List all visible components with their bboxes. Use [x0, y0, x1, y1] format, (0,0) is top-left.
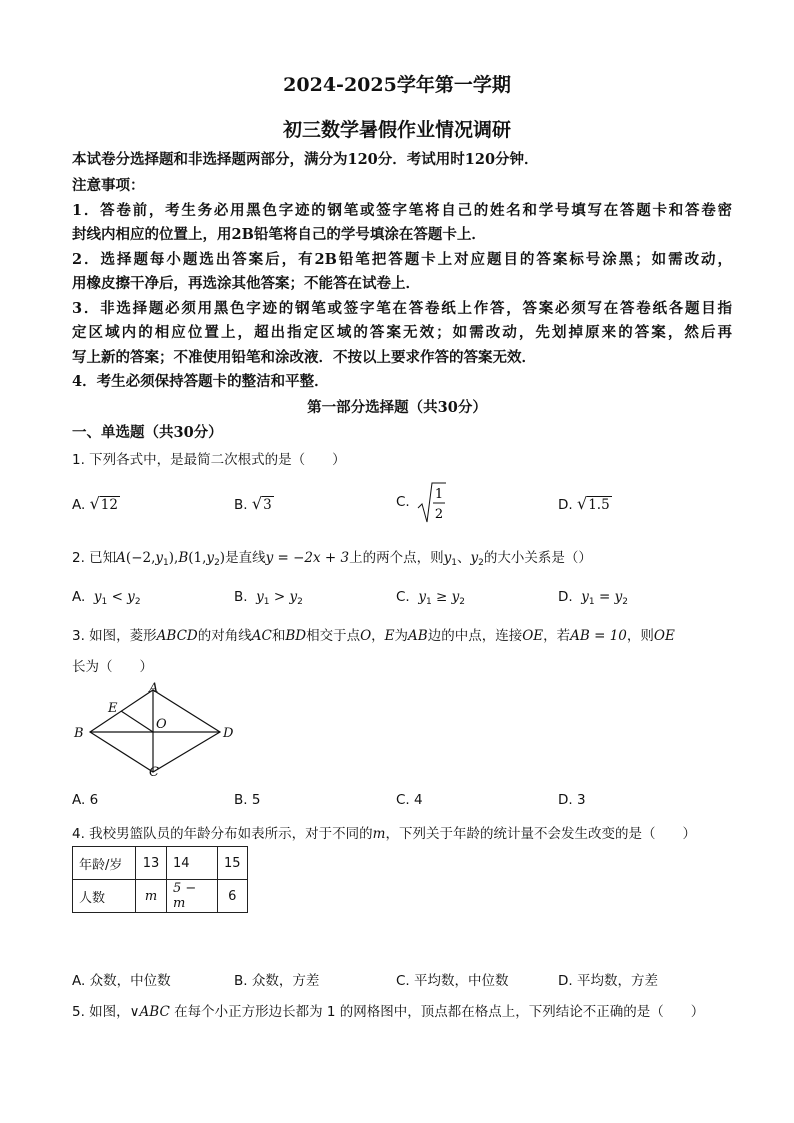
- intro-text: 本试卷分选择题和非选择题两部分，满分为120分．考试用时120分钟．: [72, 151, 539, 168]
- q2-d-sub2: 2: [622, 597, 628, 607]
- q3-text: 和: [271, 628, 286, 644]
- q1-stem: 1. 下列各式中，是最简二次根式的是（ ）: [72, 452, 346, 468]
- q5-stem: [72, 1000, 704, 1020]
- q4-text: 4. 我校男篮队员的年龄分布如表所示，对于不同的: [72, 826, 373, 842]
- q2-option-b: [234, 589, 303, 607]
- table-cell: 年龄/岁: [73, 847, 136, 880]
- q2-c-sub1: 1: [425, 597, 432, 607]
- q2-point-b: B: [178, 550, 189, 566]
- q3-option-d: D. 3: [558, 792, 586, 808]
- notice-2-line-1: 2．选择题每小题选出答案后，有2B铅笔把答题卡上对应题目的答案标号涂黑；如需改动，: [72, 251, 732, 268]
- notice-3-line-1: 3．非选择题必须用黑色字迹的钢笔或签字笔在答卷纸上作答，答案必须写在答卷纸各题目指: [72, 300, 732, 317]
- q2-sep: 、: [456, 550, 471, 566]
- q1-c-denominator: 2: [434, 507, 444, 522]
- q2-c-y2: y: [451, 589, 460, 605]
- q2-y2-sub: 2: [214, 558, 220, 568]
- q2-y1: y: [443, 550, 452, 566]
- sqrt-icon: √: [89, 494, 100, 513]
- table-row: [73, 880, 248, 913]
- q3-text: 3. 如图，菱形: [72, 628, 157, 644]
- q3-ab: AB: [408, 628, 428, 644]
- q1-option-b-label: B.: [234, 497, 248, 513]
- q2-suffix1: 上的两个点，则: [349, 550, 444, 566]
- part1-title: 第一部分选择题（共30分）: [307, 399, 487, 416]
- label-a: A: [149, 681, 159, 696]
- q2-y2-sub: 2: [478, 558, 484, 568]
- q1-option-d-label: D.: [558, 497, 573, 513]
- table-row: [73, 847, 248, 880]
- q2-option-d-label: D.: [558, 589, 573, 605]
- q1-option-c-fraction-root: [416, 480, 446, 526]
- q2-option-a-label: A.: [72, 589, 86, 605]
- q4-text: ，下列关于年龄的统计量不会发生改变的是（ ）: [385, 826, 696, 842]
- q3-text: 边的中点，连接: [427, 628, 523, 644]
- q2-a-sub2: 2: [134, 597, 141, 607]
- exam-title: 初三数学暑假作业情况调研: [282, 119, 511, 141]
- q2-a-y2: y: [127, 589, 135, 605]
- q2-b-y1: y: [256, 589, 264, 605]
- q4-option-c: C. 平均数，中位数: [396, 973, 509, 989]
- q2-d-y2: y: [614, 589, 623, 605]
- notice-1-line-1: 1．答卷前，考生务必用黑色字迹的钢笔或签字笔将自己的姓名和学号填写在答题卡和答卷密: [72, 202, 732, 219]
- q1-option-d-radicand: 1.5: [588, 497, 610, 513]
- label-b: B: [74, 726, 84, 741]
- q3-text: ，若: [543, 628, 571, 644]
- q3-text: 的对角线: [197, 628, 252, 644]
- q2-y1-var: y: [155, 550, 164, 566]
- q3-e: E: [384, 628, 395, 644]
- q2-stem: [72, 546, 592, 568]
- q2-a-sub1: 1: [101, 597, 108, 607]
- q2-y1-sub: 1: [451, 558, 457, 568]
- table-cell: 14: [167, 847, 218, 880]
- q2-mid: 是直线: [225, 550, 266, 566]
- label-d: D: [223, 726, 234, 741]
- q3-option-b: B. 5: [234, 792, 261, 808]
- sqrt-icon: √: [576, 494, 588, 513]
- q1-option-a: [72, 494, 120, 513]
- q2-comma: ,: [174, 550, 179, 566]
- q2-y2-var: y: [206, 550, 215, 566]
- q2-a-y1: y: [93, 589, 102, 605]
- q1-option-b-radicand: 3: [263, 497, 272, 513]
- q3-oe: OE: [522, 628, 544, 644]
- q4-stem: [72, 822, 696, 842]
- q3-stem-line1: [72, 624, 675, 644]
- q3-condition: AB = 10: [570, 628, 627, 644]
- q3-o: O: [360, 628, 372, 644]
- q3-text: ，: [371, 628, 385, 644]
- q3-abcd: ABCD: [156, 628, 198, 644]
- q1-option-b: [234, 494, 274, 513]
- q5-text: 5. 如图，: [72, 1004, 130, 1020]
- q2-c-y1: y: [418, 589, 426, 605]
- q2-b-sub2: 2: [297, 597, 303, 607]
- q3-text: 为: [394, 628, 409, 644]
- q4-option-d: D. 平均数，方差: [558, 973, 658, 989]
- label-c: C: [149, 765, 159, 780]
- q1-option-d: [558, 494, 612, 513]
- q1-option-c: [396, 494, 410, 510]
- q4-option-a: A. 众数，中位数: [72, 973, 171, 989]
- table-cell: 15: [218, 847, 248, 880]
- q1-option-a-radicand: 12: [100, 497, 118, 513]
- table-cell: 13: [136, 847, 167, 880]
- q2-d-y1: y: [581, 589, 589, 605]
- q2-option-a: [72, 589, 141, 607]
- table-cell: 人数: [73, 880, 136, 913]
- sqrt-icon: √: [251, 494, 263, 513]
- q1-option-a-label: A.: [72, 497, 86, 513]
- q2-option-d: [558, 589, 628, 607]
- notice-4-line-1: 4．考生必须保持答题卡的整洁和平整．: [72, 373, 329, 390]
- section1-title: 一、单选题（共30分）: [72, 424, 223, 441]
- label-o: O: [156, 717, 167, 732]
- q3-rhombus-figure: [70, 680, 250, 780]
- q4-m: m: [372, 826, 386, 842]
- q2-point-a: A: [116, 550, 126, 566]
- q2-option-c-label: C.: [396, 589, 410, 605]
- q2-suffix2: 的大小关系是（）: [483, 550, 592, 566]
- q4-option-b: B. 众数，方差: [234, 973, 320, 989]
- q2-c-sub2: 2: [459, 597, 465, 607]
- q3-stem-line2: 长为（ ）: [72, 659, 153, 675]
- segment-oe: [121, 711, 153, 732]
- q5-text: 在每个小正方形边长都为 1 的网格图中，顶点都在格点上，下列结论不正确的是（ ）: [169, 1004, 705, 1020]
- notice-3-line-3: 写上新的答案；不准使用铅笔和涂改液．不按以上要求作答的答案无效．: [72, 349, 536, 366]
- notice-3-line-2: 定区域内的相应位置上，超出指定区域的答案无效；如需改动，先划掉原来的答案，然后再: [72, 324, 732, 341]
- q3-bd: BD: [285, 628, 307, 644]
- table-cell: 5 − m: [167, 880, 218, 913]
- q2-d-sub1: 1: [588, 597, 595, 607]
- q3-ac: AC: [251, 628, 272, 644]
- q3-text: ，则: [626, 628, 654, 644]
- q2-y2: y: [470, 550, 479, 566]
- q2-a-op: <: [111, 589, 123, 605]
- notice-title: 注意事项：: [72, 177, 145, 194]
- q3-option-a: A. 6: [72, 792, 99, 808]
- exam-year-title: 2024-2025学年第一学期: [283, 74, 511, 96]
- q1-option-c-label: C.: [396, 494, 410, 510]
- q2-equation: y = −2x + 3: [265, 550, 350, 566]
- q3-oe: OE: [653, 628, 675, 644]
- q2-b-sub1: 1: [263, 597, 270, 607]
- q2-point-b-coords: (1,: [188, 550, 207, 566]
- q2-b-op: >: [273, 589, 286, 605]
- label-e: E: [108, 701, 118, 716]
- q2-option-c: [396, 589, 465, 607]
- q2-b-y2: y: [289, 589, 298, 605]
- notice-1-line-2: 封线内相应的位置上，用2B铅笔将自己的学号填涂在答题卡上．: [72, 226, 486, 243]
- q2-point-a-coords: (−2,: [125, 550, 156, 566]
- q2-option-b-label: B.: [234, 589, 248, 605]
- q4-age-table: [72, 846, 248, 913]
- table-cell: m: [136, 880, 167, 913]
- q1-c-numerator: 1: [434, 487, 444, 502]
- notice-2-line-2: 用橡皮擦干净后，再选涂其他答案；不能答在试卷上．: [72, 275, 420, 292]
- q3-option-c: C. 4: [396, 792, 423, 808]
- q2-paren: ): [219, 550, 226, 566]
- q2-prefix: 2. 已知: [72, 550, 117, 566]
- q3-text: 相交于点: [306, 628, 361, 644]
- table-cell: 6: [218, 880, 248, 913]
- q5-triangle: ∨ABC: [129, 1004, 170, 1020]
- q2-c-op: ≥: [435, 589, 448, 605]
- q2-y1-sub: 1: [163, 558, 169, 568]
- q2-d-op: =: [598, 589, 611, 605]
- q2-paren: ): [168, 550, 175, 566]
